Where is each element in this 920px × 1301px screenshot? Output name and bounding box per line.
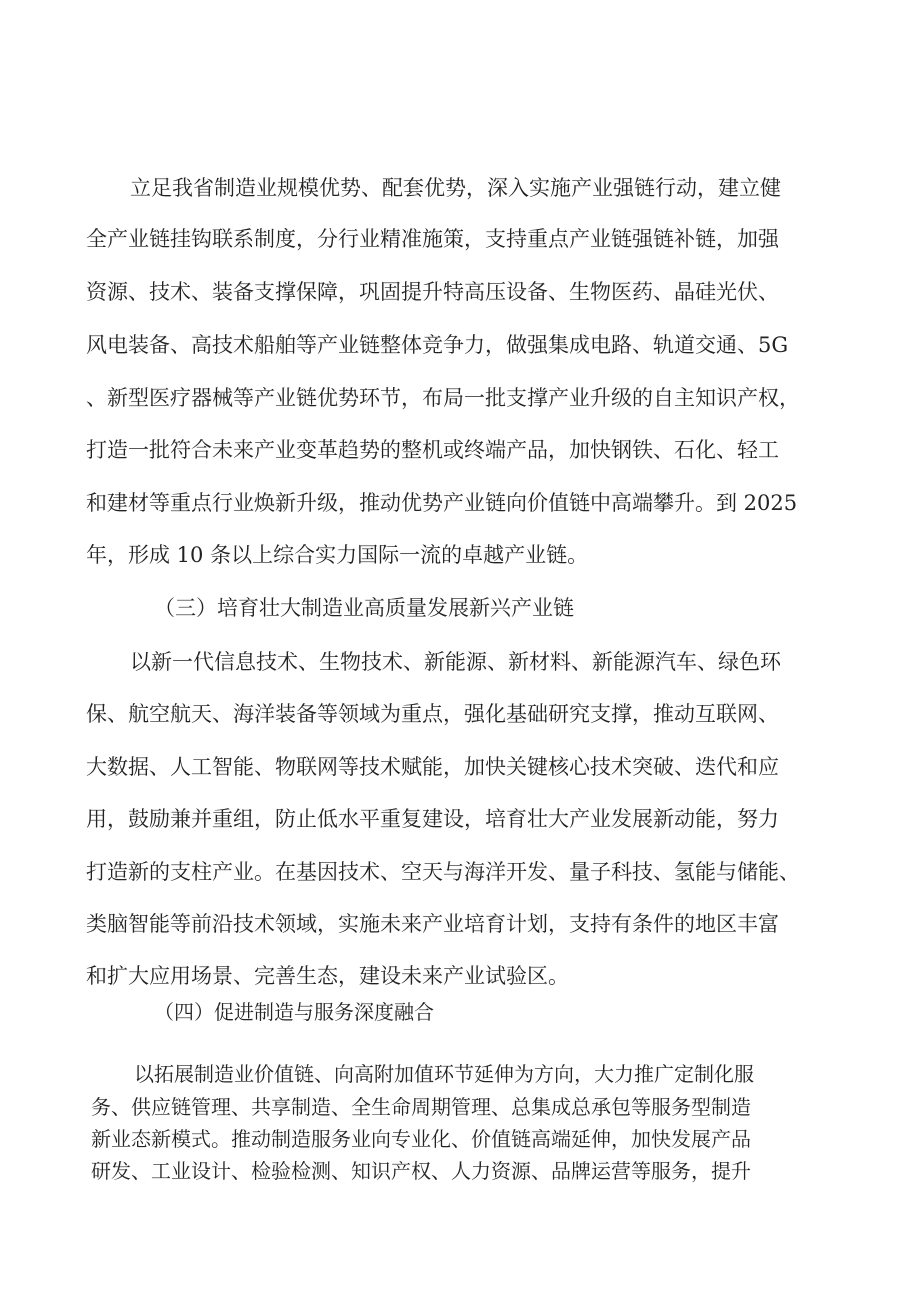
- paragraph-line: 风电装备、高技术船舶等产业链整体竞争力，做强集成电路、轨道交通、5G: [86, 333, 789, 357]
- paragraph-line: 以拓展制造业价值链、向高附加值环节延伸为方向，大力推广定制化服: [134, 1062, 754, 1086]
- paragraph-line: 类脑智能等前沿技术领域，实施未来产业培育计划，支持有条件的地区丰富: [86, 912, 779, 936]
- paragraph-line: 和建材等重点行业焕新升级，推动优势产业链向价值链中高端攀升。到 2025: [86, 491, 798, 515]
- paragraph-line: 和扩大应用场景、完善生态，建设未来产业试验区。: [86, 964, 569, 988]
- paragraph-line: 新业态新模式。推动制造服务业向专业化、价值链高端延伸，加快发展产品: [91, 1127, 751, 1151]
- paragraph-line: 打造一批符合未来产业变革趋势的整机或终端产品，加快钢铁、石化、轻工: [86, 438, 779, 462]
- paragraph-line: 资源、技术、装备支撑保障，巩固提升特高压设备、生物医药、晶硅光伏、: [86, 280, 779, 304]
- paragraph-line: 大数据、人工智能、物联网等技术赋能，加快关键核心技术突破、迭代和应: [86, 755, 779, 779]
- paragraph-line: 打造新的支柱产业。在基因技术、空天与海洋开发、量子科技、氢能与储能、: [86, 860, 800, 884]
- paragraph-line: 全产业链挂钩联系制度，分行业精准施策，支持重点产业链强链补链，加强: [86, 227, 779, 251]
- paragraph-line: 以新一代信息技术、生物技术、新能源、新材料、新能源汽车、绿色环: [130, 650, 781, 674]
- paragraph-line: 保、航空航天、海洋装备等领域为重点，强化基础研究支撑，推动互联网、: [86, 702, 779, 726]
- section-heading: （三）培育壮大制造业高质量发展新兴产业链: [154, 596, 574, 620]
- section-heading: （四）促进制造与服务深度融合: [154, 1000, 434, 1024]
- paragraph-line: 用，鼓励兼并重组，防止低水平重复建设，培育壮大产业发展新动能，努力: [86, 807, 779, 831]
- paragraph-line: 务、供应链管理、共享制造、全生命周期管理、总集成总承包等服务型制造: [91, 1095, 751, 1119]
- paragraph-line: 立足我省制造业规模优势、配套优势，深入实施产业强链行动，建立健: [130, 176, 781, 200]
- paragraph-line: 研发、工业设计、检验检测、知识产权、人力资源、品牌运营等服务，提升: [91, 1159, 751, 1183]
- paragraph-line: 、新型医疗器械等产业链优势环节，布局一批支撑产业升级的自主知识产权，: [86, 386, 800, 410]
- paragraph-line: 年，形成 10 条以上综合实力国际一流的卓越产业链。: [86, 543, 589, 567]
